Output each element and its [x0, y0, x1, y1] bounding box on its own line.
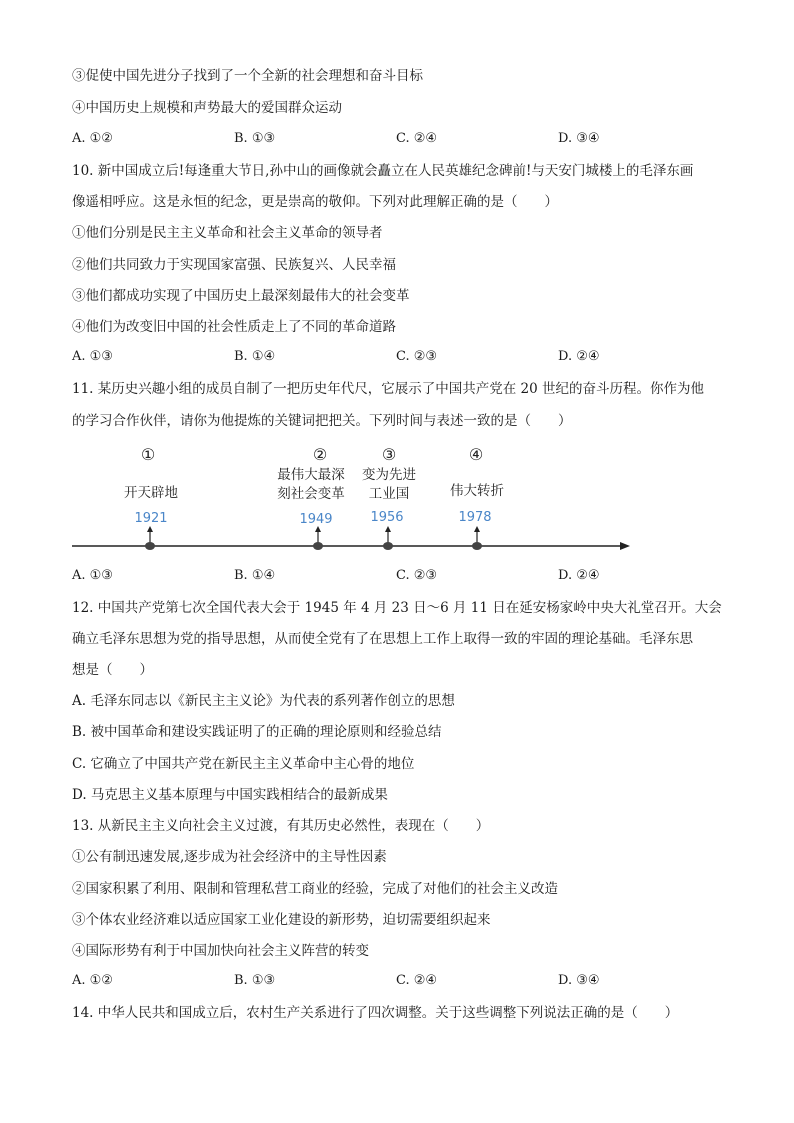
timeline-point-1978 [450, 445, 504, 550]
timeline-dot [145, 542, 155, 550]
q12-stem-line-2: 确立毛泽东思想为党的指导思想，从而使全党有了在思想上工作上取得一致的牢固的理论基础。毛泽东思 [72, 631, 693, 647]
option-b: B. ①③ [234, 131, 276, 146]
q12-option-b: B. 被中国革命和建设实践证明了的正确的理论原则和经验总结 [72, 724, 442, 740]
timeline-point-1949 [277, 445, 345, 550]
q11-stem-line-1: 11. 某历史兴趣小组的成员自制了一把历史年代尺，它展示了中国共产党在 20 世纪的奋斗历程。你作为他 [72, 381, 705, 397]
option-d: D. ③④ [558, 973, 600, 988]
timeline-label: 开天辟地 [124, 485, 178, 501]
timeline-label-line-1: 最伟大最深 [277, 467, 345, 483]
q13-stem: 13. 从新民主主义向社会主义过渡，有其历史必然性，表现在（ ） [72, 818, 490, 834]
timeline-year: 1921 [134, 511, 168, 526]
option-a: A. ①② [72, 131, 113, 146]
option-b: B. ①③ [234, 973, 276, 988]
timeline-number: ① [140, 445, 156, 464]
q13-options [72, 973, 732, 991]
option-b: B. ①④ [234, 349, 276, 364]
q13-statement-4: ④国际形势有利于中国加快向社会主义阵营的转变 [72, 943, 369, 959]
timeline-number: ③ [381, 445, 397, 464]
timeline-dot [383, 542, 393, 550]
timeline-label-line-2: 刻社会变革 [277, 486, 345, 502]
q12-option-d: D. 马克思主义基本原理与中国实践相结合的最新成果 [72, 787, 388, 803]
q13-statement-3: ③个体农业经济难以适应国家工业化建设的新形势，迫切需要组织起来 [72, 912, 491, 928]
q10-statement-4: ④他们为改变旧中国的社会性质走上了不同的革命道路 [72, 319, 396, 335]
timeline-point-1921 [124, 445, 178, 550]
timeline-number: ④ [468, 445, 484, 464]
timeline-graphic [70, 440, 640, 560]
timeline-dot [472, 542, 482, 550]
history-timeline [70, 440, 640, 560]
timeline-year: 1949 [299, 512, 333, 527]
timeline-label-line-1: 变为先进 [362, 467, 416, 483]
option-c: C. ②③ [396, 349, 438, 364]
option-b: B. ①④ [234, 568, 276, 583]
option-a: A. ①② [72, 973, 113, 988]
option-d: D. ③④ [558, 131, 600, 146]
timeline-year: 1956 [370, 510, 404, 525]
axis-arrow-icon [620, 542, 630, 550]
option-a: A. ①③ [72, 349, 113, 364]
q10-stem-line-2: 像遥相呼应。这是永恒的纪念，更是崇高的敬仰。下列对此理解正确的是（ ） [72, 194, 558, 210]
timeline-year: 1978 [458, 510, 492, 525]
q9-statement-3: ③促使中国先进分子找到了一个全新的社会理想和奋斗目标 [72, 68, 423, 84]
timeline-number: ② [312, 445, 328, 464]
q10-statement-3: ③他们都成功实现了中国历史上最深刻最伟大的社会变革 [72, 288, 410, 304]
q10-options [72, 349, 732, 367]
q10-statement-2: ②他们共同致力于实现国家富强、民族复兴、人民幸福 [72, 257, 396, 273]
timeline-label-line-2: 工业国 [368, 486, 410, 502]
option-c: C. ②④ [396, 131, 438, 146]
q9-options [72, 131, 732, 149]
q12-stem-line-1: 12. 中国共产党第七次全国代表大会于 1945 年 4 月 23 日～6 月 11 日在延安杨家岭中央大礼堂召开。大会 [72, 600, 722, 616]
q14-stem: 14. 中华人民共和国成立后，农村生产关系进行了四次调整。关于这些调整下列说法正确的是（ ） [72, 1005, 679, 1021]
q10-stem-line-1: 10. 新中国成立后!每逢重大节日,孙中山的画像就会矗立在人民英雄纪念碑前!与天安门城楼上的毛泽东画 [72, 163, 694, 179]
option-d: D. ②④ [558, 349, 600, 364]
option-c: C. ②③ [396, 568, 438, 583]
q12-option-c: C. 它确立了中国共产党在新民主主义革命中主心骨的地位 [72, 756, 415, 772]
q12-option-a: A. 毛泽东同志以《新民主主义论》为代表的系列著作创立的思想 [72, 693, 455, 709]
q9-statement-4: ④中国历史上规模和声势最大的爱国群众运动 [72, 100, 342, 116]
option-a: A. ①③ [72, 568, 113, 583]
q11-options [72, 568, 732, 586]
timeline-point-1956 [362, 445, 416, 550]
option-d: D. ②④ [558, 568, 600, 583]
q13-statement-1: ①公有制迅速发展,逐步成为社会经济中的主导性因素 [72, 849, 387, 865]
timeline-dot [313, 542, 323, 550]
option-c: C. ②④ [396, 973, 438, 988]
q12-stem-line-3: 想是（ ） [72, 662, 153, 678]
q13-statement-2: ②国家积累了利用、限制和管理私营工商业的经验，完成了对他们的社会主义改造 [72, 881, 558, 897]
q11-stem-line-2: 的学习合作伙伴，请你为他提炼的关键词把把关。下列时间与表述一致的是（ ） [72, 413, 572, 429]
q10-statement-1: ①他们分别是民主主义革命和社会主义革命的领导者 [72, 225, 383, 241]
timeline-label: 伟大转折 [450, 483, 504, 499]
